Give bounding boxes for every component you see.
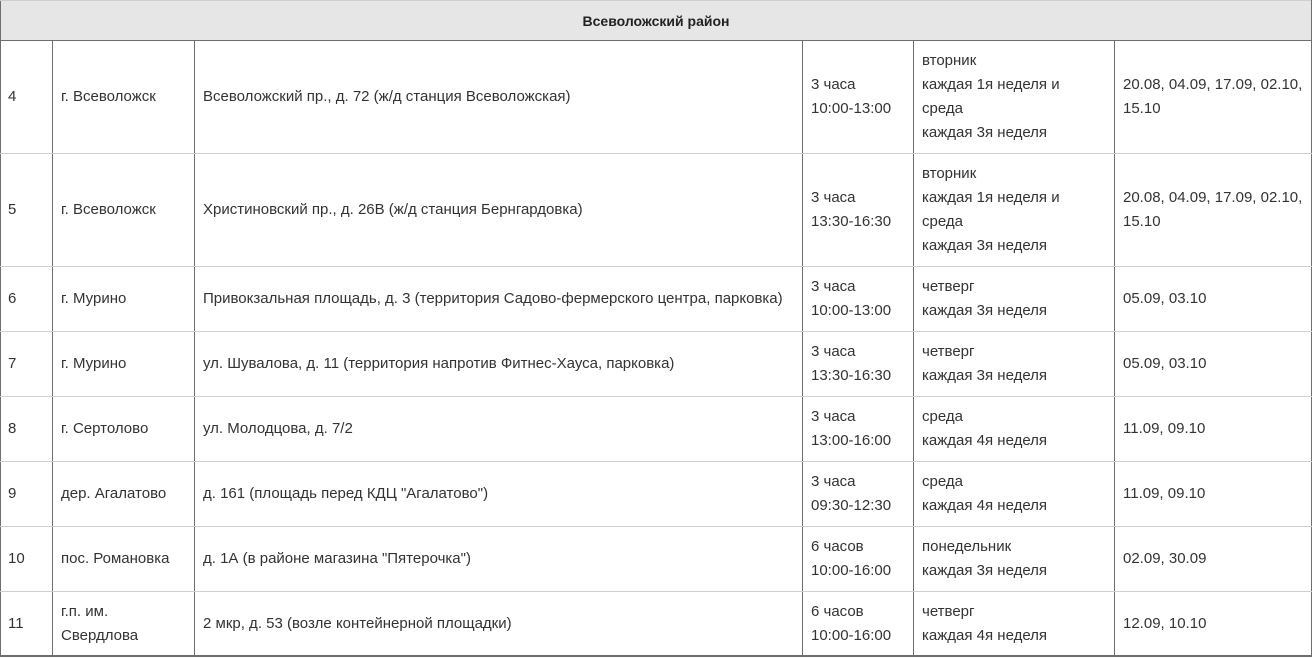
address-cell: д. 161 (площадь перед КДЦ "Агалатово") <box>195 462 803 527</box>
time-range-text: 09:30-12:30 <box>811 497 892 514</box>
locality-cell: г. Мурино <box>53 332 195 397</box>
time-range-text: 13:30-16:30 <box>811 213 892 230</box>
row-number-cell: 11 <box>1 592 53 657</box>
duration-text: 3 часа <box>811 473 856 490</box>
duration-text: 3 часа <box>811 189 856 206</box>
schedule-line: четверг <box>922 343 975 360</box>
table-row <box>1 332 1312 397</box>
dates-cell <box>1115 527 1312 592</box>
row-number-cell: 5 <box>1 154 53 267</box>
address-cell: Христиновский пр., д. 26В (ж/д станция Бернгардовка) <box>195 154 803 267</box>
address-cell: 2 мкр, д. 53 (возле контейнерной площадки) <box>195 592 803 657</box>
dates-line: 11.09, 09.10 <box>1123 420 1206 437</box>
duration-cell <box>803 267 914 332</box>
schedule-cell <box>914 41 1115 154</box>
schedule-line: среда <box>922 213 963 230</box>
time-range-text: 10:00-13:00 <box>811 100 892 117</box>
schedule-line: каждая 4я неделя <box>922 432 1048 449</box>
row-number-cell: 10 <box>1 527 53 592</box>
address-cell: д. 1А (в районе магазина "Пятерочка") <box>195 527 803 592</box>
dates-cell <box>1115 332 1312 397</box>
schedule-line: каждая 4я неделя <box>922 497 1048 514</box>
table-row <box>1 462 1312 527</box>
locality-cell: пос. Романовка <box>53 527 195 592</box>
dates-line: 15.10 <box>1123 100 1161 117</box>
schedule-line: каждая 1я неделя и <box>922 189 1060 206</box>
schedule-line: каждая 3я неделя <box>922 562 1048 579</box>
row-number-cell: 4 <box>1 41 53 154</box>
dates-line: 11.09, 09.10 <box>1123 485 1206 502</box>
dates-line: 05.09, 03.10 <box>1123 290 1207 307</box>
table-row <box>1 397 1312 462</box>
dates-line: 02.09, 30.09 <box>1123 550 1207 567</box>
schedule-line: каждая 4я неделя <box>922 626 1048 644</box>
duration-text: 3 часа <box>811 408 856 425</box>
table-row <box>1 592 1312 657</box>
schedule-line: среда <box>922 100 963 117</box>
schedule-line: каждая 3я неделя <box>922 367 1048 384</box>
duration-text: 3 часа <box>811 278 856 295</box>
schedule-line: среда <box>922 473 963 490</box>
table-row <box>1 154 1312 267</box>
duration-cell <box>803 332 914 397</box>
duration-text: 6 часов <box>811 538 864 555</box>
dates-line: 20.08, 04.09, 17.09, 02.10, <box>1123 76 1303 93</box>
time-range-text: 13:30-16:30 <box>811 367 892 384</box>
address-cell: Привокзальная площадь, д. 3 (территория Садово-фермерского центра, парковка) <box>195 267 803 332</box>
duration-text: 3 часа <box>811 76 856 93</box>
duration-cell <box>803 527 914 592</box>
table-body <box>1 1 1312 657</box>
address-cell: ул. Молодцова, д. 7/2 <box>195 397 803 462</box>
locality-cell: г. Сертолово <box>53 397 195 462</box>
schedule-cell <box>914 154 1115 267</box>
duration-cell <box>803 41 914 154</box>
schedule-cell <box>914 527 1115 592</box>
dates-cell <box>1115 154 1312 267</box>
dates-line: 12.09, 10.10 <box>1123 614 1207 632</box>
duration-text: 3 часа <box>811 343 856 360</box>
locality-cell: дер. Агалатово <box>53 462 195 527</box>
time-range-text: 13:00-16:00 <box>811 432 892 449</box>
region-title: Всеволожский район <box>1 1 1312 41</box>
schedule-line: каждая 3я неделя <box>922 302 1048 319</box>
duration-cell <box>803 592 914 657</box>
row-number-cell: 9 <box>1 462 53 527</box>
duration-cell <box>803 154 914 267</box>
dates-cell <box>1115 267 1312 332</box>
dates-line: 20.08, 04.09, 17.09, 02.10, <box>1123 189 1303 206</box>
address-cell: ул. Шувалова, д. 11 (территория напротив Фитнес-Хауса, парковка) <box>195 332 803 397</box>
schedule-cell <box>914 332 1115 397</box>
time-range-text: 10:00-16:00 <box>811 626 892 644</box>
schedule-line: каждая 1я неделя и <box>922 76 1060 93</box>
table-row <box>1 41 1312 154</box>
dates-line: 05.09, 03.10 <box>1123 355 1207 372</box>
locality-cell: г. Всеволожск <box>53 41 195 154</box>
locality-cell: г. Мурино <box>53 267 195 332</box>
locality-cell: г. Всеволожск <box>53 154 195 267</box>
time-range-text: 10:00-16:00 <box>811 562 892 579</box>
region-header-row <box>1 1 1312 41</box>
time-range-text: 10:00-13:00 <box>811 302 892 319</box>
locality-cell: г.п. им. Свердлова <box>53 592 195 657</box>
row-number-cell: 6 <box>1 267 53 332</box>
schedule-cell <box>914 267 1115 332</box>
schedule-line: понедельник <box>922 538 1012 555</box>
schedule-cell <box>914 462 1115 527</box>
dates-line: 15.10 <box>1123 213 1161 230</box>
schedule-line: вторник <box>922 52 977 69</box>
table-row <box>1 267 1312 332</box>
dates-cell <box>1115 462 1312 527</box>
schedule-line: четверг <box>922 602 975 620</box>
address-cell: Всеволожский пр., д. 72 (ж/д станция Всеволожская) <box>195 41 803 154</box>
row-number-cell: 8 <box>1 397 53 462</box>
duration-text: 6 часов <box>811 602 864 620</box>
dates-cell <box>1115 397 1312 462</box>
dates-cell <box>1115 592 1312 657</box>
row-number-cell: 7 <box>1 332 53 397</box>
schedule-line: четверг <box>922 278 975 295</box>
duration-cell <box>803 462 914 527</box>
duration-cell <box>803 397 914 462</box>
schedule-line: вторник <box>922 165 977 182</box>
schedule-line: каждая 3я неделя <box>922 124 1048 141</box>
schedule-line: каждая 3я неделя <box>922 237 1048 254</box>
schedule-line: среда <box>922 408 963 425</box>
schedule-cell <box>914 397 1115 462</box>
schedule-cell <box>914 592 1115 657</box>
dates-cell <box>1115 41 1312 154</box>
table-row <box>1 527 1312 592</box>
